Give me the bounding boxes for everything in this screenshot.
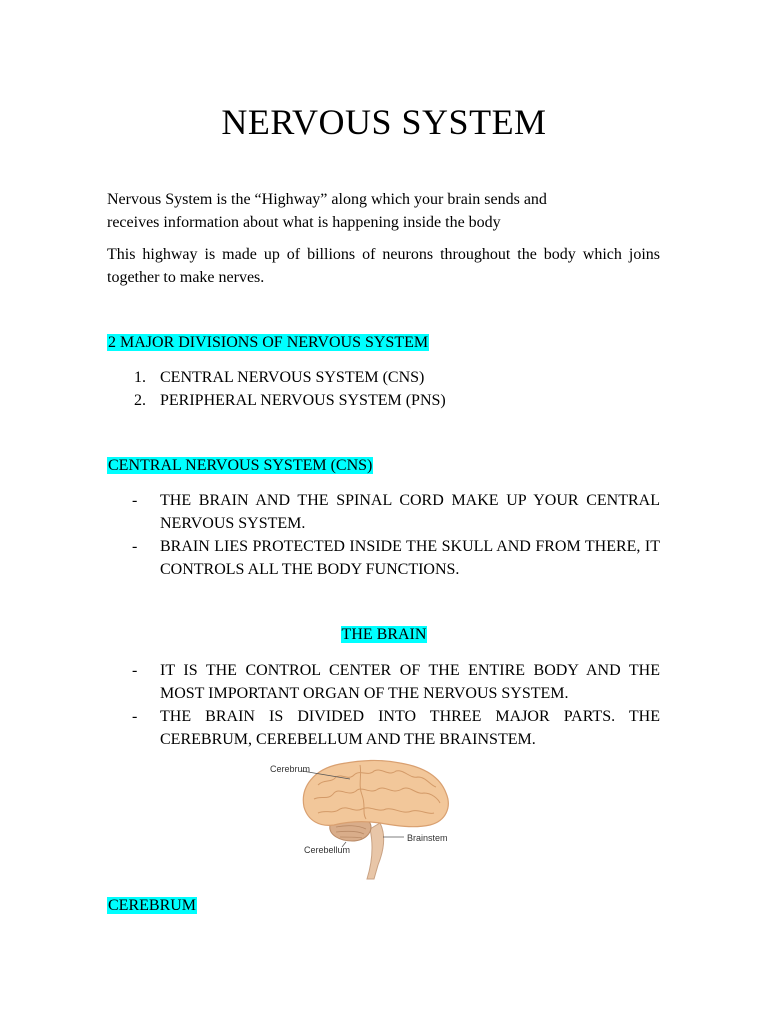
list-item-text: CENTRAL NERVOUS SYSTEM (CNS) (160, 369, 425, 386)
divisions-list (134, 366, 654, 412)
brain-bullets (107, 659, 660, 751)
intro-paragraph-1 (107, 188, 660, 234)
bullet-text: IT IS THE CONTROL CENTER OF THE ENTIRE BODY AND THE MOST IMPORTANT ORGAN OF THE NERVOUS SYSTEM. (160, 662, 660, 702)
bullet-text: THE BRAIN IS DIVIDED INTO THREE MAJOR PARTS. THE CEREBRUM, CEREBELLUM AND THE BRAINSTEM. (160, 708, 660, 748)
cerebrum-heading-text: CEREBRUM (108, 897, 197, 914)
bullet-text: THE BRAIN AND THE SPINAL CORD MAKE UP YOUR CENTRAL NERVOUS SYSTEM. (160, 492, 660, 532)
list-item (134, 366, 654, 389)
bullet-marker: - (132, 708, 138, 725)
cerebrum-label: Cerebrum (270, 764, 311, 774)
divisions-heading-text: 2 MAJOR DIVISIONS OF NERVOUS SYSTEM (108, 334, 429, 351)
list-item (107, 535, 660, 581)
brain-diagram (262, 755, 504, 880)
brainstem-label: Brainstem (407, 833, 448, 843)
list-item (107, 705, 660, 751)
list-item-number: 1. (134, 369, 146, 386)
list-item (107, 489, 660, 535)
bullet-marker: - (132, 662, 138, 679)
intro-line-1: Nervous System is the “Highway” along which your brain sends and (107, 191, 547, 208)
intro-paragraph-2: This highway is made up of billions of neurons throughout the body which joins together to make nerves. (107, 246, 660, 286)
bullet-marker: - (132, 538, 138, 555)
list-item-text: PERIPHERAL NERVOUS SYSTEM (PNS) (160, 392, 446, 409)
cns-bullets (107, 489, 660, 581)
intro-line-2: receives information about what is happening inside the body (107, 214, 501, 231)
cerebrum-heading (107, 896, 197, 916)
cerebellum-label: Cerebellum (304, 845, 351, 855)
page-title: NERVOUS SYSTEM (221, 102, 547, 142)
cns-heading (107, 456, 373, 476)
cns-heading-text: CENTRAL NERVOUS SYSTEM (CNS) (108, 457, 373, 474)
list-item (107, 659, 660, 705)
brain-heading (0, 625, 768, 645)
list-item (134, 389, 654, 412)
list-item-number: 2. (134, 392, 146, 409)
brain-heading-text: THE BRAIN (341, 626, 427, 643)
divisions-heading (107, 333, 429, 353)
bullet-text: BRAIN LIES PROTECTED INSIDE THE SKULL AND FROM THERE, IT CONTROLS ALL THE BODY FUNCTIONS. (160, 538, 660, 578)
bullet-marker: - (132, 492, 138, 509)
